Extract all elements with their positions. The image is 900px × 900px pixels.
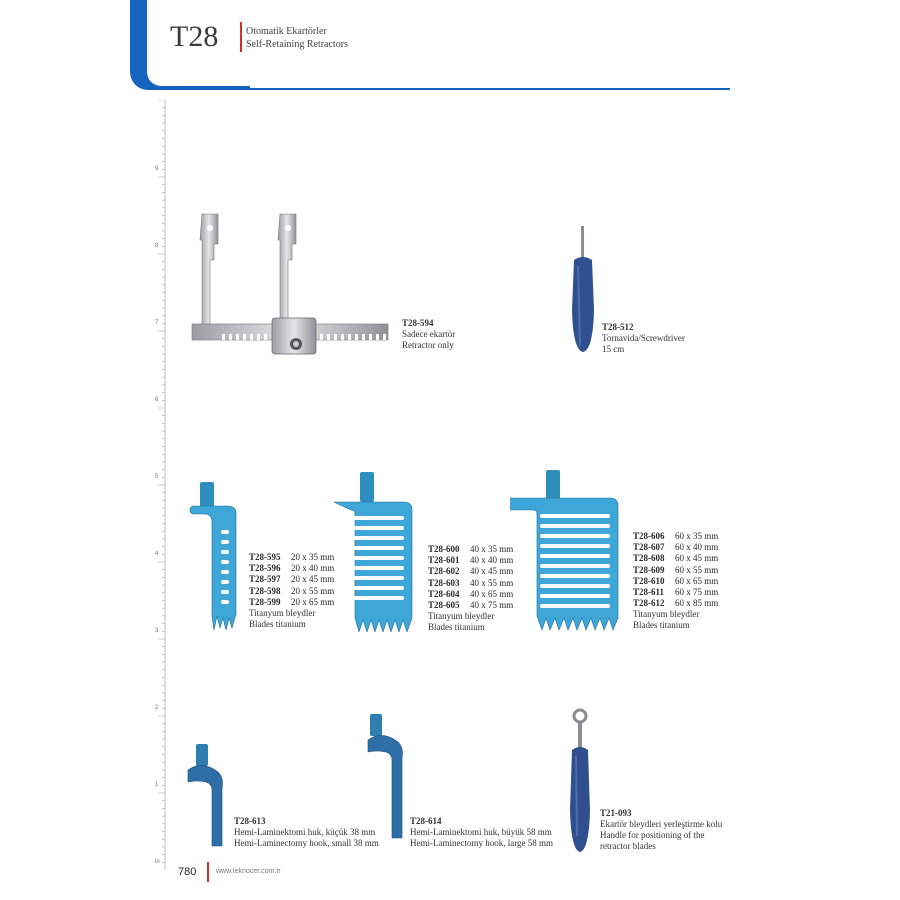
product-code: T28-595 [249, 552, 281, 562]
product-code: T28-603 [428, 577, 460, 588]
hook-small-image [186, 742, 232, 852]
blade-row [633, 565, 718, 576]
product-desc-tr: Ekartör bleydleri yerleştirme kolu [600, 819, 723, 829]
blade-row [633, 542, 718, 553]
blade-row [249, 574, 334, 585]
section-title-en: Self-Retaining Retractors [246, 39, 348, 50]
blade-size: 60 x 85 mm [675, 598, 719, 609]
product-code: T28-604 [428, 588, 460, 599]
hook-small-caption [234, 816, 379, 849]
retractor-caption [402, 318, 455, 351]
product-desc-en-cont: retractor blades [600, 841, 656, 851]
blade-row [428, 589, 513, 600]
blade-row [249, 563, 334, 574]
blade-size: 40 x 65 mm [470, 588, 514, 599]
blade-row [249, 597, 334, 608]
product-code: T28-605 [428, 600, 460, 611]
ruler-label: 1 [155, 782, 159, 788]
blade-small-image [188, 482, 246, 632]
material-en: Blades titanium [633, 620, 690, 631]
header-divider [240, 22, 242, 52]
product-desc-tr: Hemi-Laminektomi huk, büyük 58 mm [410, 827, 552, 837]
header-rule [150, 88, 730, 90]
product-code: T28-611 [633, 587, 665, 598]
product-desc-en: Retractor only [402, 340, 454, 350]
blade-size: 40 x 35 mm [470, 544, 514, 554]
product-desc-en: Handle for positioning of the [600, 830, 705, 840]
product-code: T28-606 [633, 531, 665, 541]
page-number: 780 [178, 866, 197, 878]
hook-large-image [366, 712, 408, 842]
blade-size: 40 x 40 mm [470, 555, 514, 566]
product-code: T28-512 [602, 322, 634, 332]
ruler-label: in [155, 859, 160, 865]
product-code: T28-607 [633, 542, 665, 553]
blade-size: 40 x 55 mm [470, 577, 514, 588]
screwdriver-image [568, 226, 598, 356]
blade-large-image [510, 470, 622, 632]
product-desc: Tornavida/Screwdriver [602, 333, 685, 343]
footer-website-link[interactable]: www.teknocer.com.tr [216, 868, 281, 875]
product-code: T28-610 [633, 575, 665, 586]
blade-row [428, 555, 513, 566]
product-code: T28-608 [633, 553, 665, 564]
product-code: T28-613 [234, 816, 266, 826]
section-title-tr: Otomatik Ekartörler [246, 26, 327, 37]
product-code: T28-596 [249, 563, 281, 574]
blade-size: 20 x 65 mm [291, 596, 335, 607]
blade-size: 40 x 45 mm [470, 566, 514, 577]
blade-size: 60 x 40 mm [675, 542, 719, 553]
product-code: T28-601 [428, 555, 460, 566]
blade-size: 60 x 65 mm [675, 575, 719, 586]
blades-medium-caption [428, 544, 513, 633]
ruler-label: 4 [155, 551, 159, 557]
material-en: Blades titanium [428, 622, 485, 633]
screwdriver-caption [602, 322, 685, 355]
inch-ruler [155, 100, 167, 870]
product-code: T21-093 [600, 808, 632, 818]
blade-row [633, 598, 718, 609]
blade-size: 60 x 45 mm [675, 553, 719, 564]
product-code: T28-598 [249, 585, 281, 596]
blade-medium-image [334, 472, 416, 632]
ruler-label: 9 [155, 166, 159, 172]
blade-row [428, 578, 513, 589]
ruler-label: 3 [155, 628, 159, 634]
ruler-label: 7 [155, 320, 159, 326]
product-code: T28-600 [428, 544, 460, 554]
hook-large-caption [410, 816, 553, 849]
section-code: T28 [170, 20, 219, 53]
blade-row [633, 531, 718, 542]
material-tr: Titanyum bleydler [249, 608, 316, 619]
blade-row [633, 576, 718, 587]
blade-size: 60 x 75 mm [675, 587, 719, 598]
blade-row [249, 552, 334, 563]
blade-row [428, 544, 513, 555]
positioning-handle-image [566, 706, 596, 854]
blade-size: 40 x 75 mm [470, 600, 514, 611]
blade-size: 60 x 35 mm [675, 531, 719, 541]
blade-row [428, 566, 513, 577]
product-code: T28-609 [633, 564, 665, 575]
ruler-label: 8 [155, 243, 159, 249]
blades-small-caption [249, 552, 334, 630]
product-length: 15 cm [602, 344, 625, 354]
blade-size: 60 x 55 mm [675, 564, 719, 575]
blade-row [428, 600, 513, 611]
product-desc-tr: Sadece ekartör [402, 329, 456, 339]
product-desc-en: Hemi-Laminectomy hook, small 38 mm [234, 838, 379, 848]
product-code: T28-612 [633, 598, 665, 609]
material-tr: Titanyum bleydler [428, 611, 495, 622]
blade-size: 20 x 40 mm [291, 563, 335, 574]
handle-caption [600, 808, 722, 852]
ruler-label: 5 [155, 474, 159, 480]
retractor-image [188, 210, 398, 360]
material-tr: Titanyum bleydler [633, 609, 700, 620]
ruler-label: 6 [155, 397, 159, 403]
product-code: T28-602 [428, 566, 460, 577]
blade-row [633, 553, 718, 564]
blades-large-caption [633, 531, 718, 631]
blade-row [249, 586, 334, 597]
product-desc-tr: Hemi-Laminektomi huk, küçük 38 mm [234, 827, 376, 837]
blade-size: 20 x 45 mm [291, 574, 335, 585]
product-code: T28-614 [410, 816, 442, 826]
product-desc-en: Hemi-Laminectomy hook, large 58 mm [410, 838, 554, 848]
product-code: T28-594 [402, 318, 434, 328]
product-code: T28-597 [249, 574, 281, 585]
blade-size: 20 x 55 mm [291, 585, 335, 596]
product-code: T28-599 [249, 596, 281, 607]
blade-size: 20 x 35 mm [291, 552, 335, 562]
blade-row [633, 587, 718, 598]
ruler-label: 2 [155, 705, 159, 711]
footer-divider [207, 862, 209, 882]
ruler-ticks [155, 100, 167, 870]
material-en: Blades titanium [249, 619, 306, 630]
